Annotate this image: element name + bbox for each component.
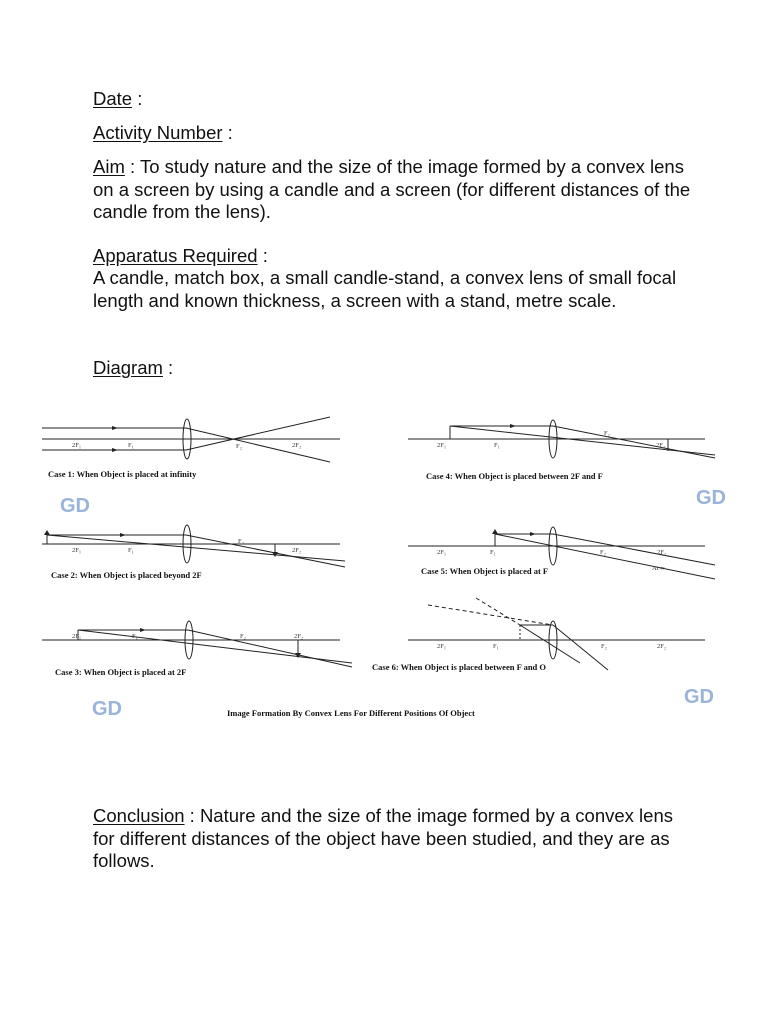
c2-label-2f1: 2F₁ bbox=[72, 547, 82, 554]
diagram-label: Diagram bbox=[93, 357, 163, 378]
gd-logo: GD bbox=[60, 495, 90, 517]
c3-label-f1: F₁ bbox=[132, 633, 138, 640]
activity-line bbox=[93, 122, 233, 145]
c3-label-f2: F₂ bbox=[240, 633, 246, 640]
date-label: Date bbox=[93, 88, 133, 109]
c4-label-2f1: 2F₁ bbox=[437, 442, 447, 449]
c1-label-2f2: 2F₂ bbox=[292, 442, 302, 449]
c4-label-2f2: 2F₂ bbox=[656, 442, 666, 449]
case2-diagram bbox=[42, 525, 345, 567]
c3-label-2f1: 2F₁ bbox=[72, 633, 82, 640]
c6-label-2f1: 2F₁ bbox=[437, 643, 447, 650]
case1-diagram bbox=[42, 417, 340, 462]
activity-colon: : bbox=[222, 122, 233, 143]
case5-caption: Case 5: When Object is placed at F bbox=[421, 566, 549, 576]
c5-label-f2: F₂ bbox=[600, 549, 606, 556]
c6-label-2f2: 2F₂ bbox=[657, 643, 667, 650]
c6-label-f1: F₁ bbox=[493, 643, 499, 650]
case2-caption: Case 2: When Object is placed beyond 2F bbox=[51, 570, 202, 580]
c5-label-infinity: At ∞ bbox=[652, 565, 665, 572]
ray-diagram-figure bbox=[0, 395, 768, 725]
case6-diagram bbox=[408, 598, 705, 670]
diagram-line bbox=[93, 357, 173, 380]
apparatus-colon: : bbox=[257, 245, 268, 266]
case3-caption: Case 3: When Object is placed at 2F bbox=[55, 667, 187, 677]
case4-caption: Case 4: When Object is placed between 2F and F bbox=[426, 471, 603, 481]
figure-caption: Image Formation By Convex Lens For Different Positions Of Object bbox=[227, 708, 475, 718]
diagram-colon: : bbox=[162, 357, 174, 378]
c5-label-f1: F₁ bbox=[490, 549, 496, 556]
c1-label-2f1: 2F₁ bbox=[72, 442, 82, 449]
case4-diagram bbox=[408, 420, 715, 458]
date-line bbox=[93, 88, 142, 111]
c5-label-2f1: 2F₁ bbox=[437, 549, 447, 556]
conclusion-text: : Nature and the size of the image formed by a convex lens for different distances of the object have been studied, and they are as follows. bbox=[93, 805, 673, 871]
c2-label-f2: F₂ bbox=[238, 538, 244, 545]
gd-logo: GD bbox=[92, 698, 122, 720]
apparatus-heading bbox=[93, 245, 693, 268]
apparatus-text: A candle, match box, a small candle-stand, a convex lens of small focal length and known thickness, a screen with a stand, metre scale. bbox=[93, 267, 677, 311]
conclusion-paragraph bbox=[93, 805, 693, 873]
case1-caption: Case 1: When Object is placed at infinity bbox=[48, 469, 197, 479]
c3-label-2f2: 2F₂ bbox=[294, 633, 304, 640]
date-colon: : bbox=[132, 88, 143, 109]
c5-label-2f2: 2F₂ bbox=[657, 549, 667, 556]
c1-label-f2: F₂ bbox=[236, 443, 242, 450]
activity-label: Activity Number bbox=[93, 122, 223, 143]
c6-label-f2: F₂ bbox=[601, 643, 607, 650]
gd-logo: GD bbox=[684, 686, 714, 708]
aim-text: : To study nature and the size of the image formed by a convex lens on a screen by using a candle and a screen (for different distances of the candle from the lens). bbox=[93, 156, 691, 222]
aim-label: Aim bbox=[93, 156, 125, 177]
case3-diagram bbox=[42, 621, 352, 667]
c4-label-f1: F₁ bbox=[494, 442, 500, 449]
gd-logo: GD bbox=[696, 487, 726, 509]
c1-label-f1: F₁ bbox=[128, 442, 134, 449]
apparatus-label: Apparatus Required bbox=[93, 245, 258, 266]
c4-label-f2: F₂ bbox=[604, 430, 610, 437]
aim-paragraph bbox=[93, 156, 693, 224]
c2-label-f1: F₁ bbox=[128, 547, 134, 554]
conclusion-label: Conclusion bbox=[93, 805, 185, 826]
c2-label-2f2: 2F₂ bbox=[292, 547, 302, 554]
case6-caption: Case 6: When Object is placed between F and O bbox=[372, 662, 547, 672]
